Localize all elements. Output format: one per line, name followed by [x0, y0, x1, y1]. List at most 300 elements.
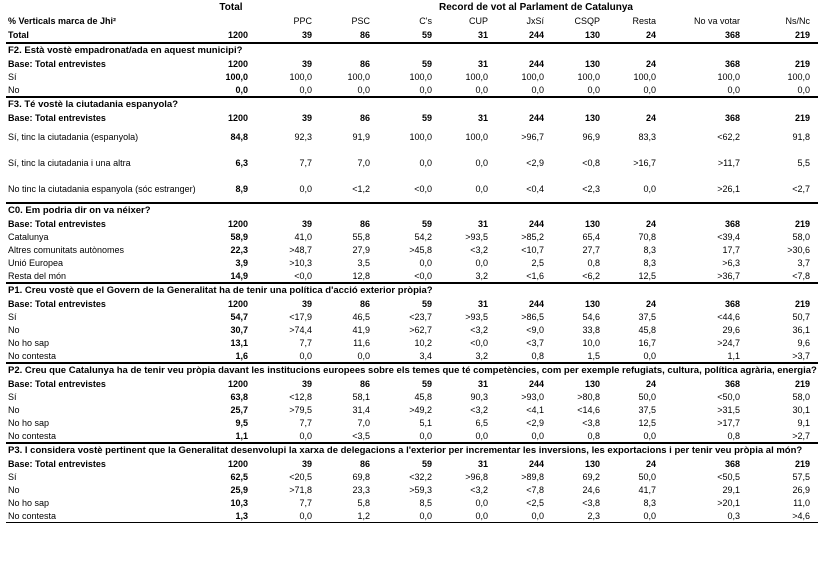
base-cell: 59 [421, 218, 432, 229]
value-cell: 41,9 [352, 324, 370, 335]
total-cell: 244 [528, 30, 544, 40]
row-label: No [8, 84, 20, 95]
table-row [6, 269, 818, 283]
value-cell: <20,5 [289, 471, 312, 482]
value-cell: 0,0 [475, 497, 488, 508]
value-cell: 0,0 [299, 430, 312, 441]
base-cell: 39 [301, 58, 312, 69]
value-cell: 1,2 [357, 510, 370, 521]
value-cell: 54,6 [582, 311, 600, 322]
row-label: Unió Europea [8, 257, 64, 268]
value-cell: 22,3 [230, 244, 248, 255]
base-cell: 59 [421, 458, 432, 469]
col-header: No va votar [693, 16, 740, 26]
col-header: Resta [632, 16, 656, 26]
value-cell: 96,9 [582, 132, 600, 142]
base-label: Base: Total entrevistes [8, 458, 106, 469]
table-row [6, 256, 818, 269]
value-cell: >59,3 [409, 484, 432, 495]
value-cell: 100,0 [465, 132, 488, 142]
base-cell: 59 [421, 112, 432, 123]
base-cell: 368 [724, 298, 740, 309]
row-label-header: % Verticals marca de Jhi² [8, 16, 117, 26]
value-cell: <0,0 [414, 270, 432, 281]
base-cell: 368 [724, 112, 740, 123]
total-column-title: Total [219, 1, 243, 13]
base-cell: 1200 [227, 112, 248, 123]
value-cell: >36,7 [717, 270, 740, 281]
value-cell: 10,3 [230, 497, 248, 508]
value-cell: 0,0 [299, 510, 312, 521]
crosstab-table [6, 0, 818, 523]
row-label: No contesta [8, 350, 57, 361]
value-cell: 17,7 [722, 244, 740, 255]
question-title: C0. Em podria dir on va néixer? [6, 203, 818, 217]
value-cell: 0,8 [727, 430, 740, 441]
base-cell: 219 [794, 298, 810, 309]
total-cell: 219 [794, 30, 810, 40]
value-cell: 69,8 [352, 471, 370, 482]
value-cell: 1,1 [235, 430, 248, 441]
base-cell: 219 [794, 58, 810, 69]
value-cell: 0,0 [643, 430, 656, 441]
value-cell: 6,5 [475, 417, 488, 428]
value-cell: 0,0 [299, 350, 312, 361]
value-cell: <0,0 [470, 337, 488, 348]
value-cell: 0,0 [797, 84, 810, 95]
value-cell: 58,0 [792, 231, 810, 242]
value-cell: <3,7 [526, 337, 544, 348]
base-cell: 244 [528, 112, 544, 123]
row-label: No [8, 484, 20, 495]
total-cell: 31 [477, 30, 488, 40]
question-sections [6, 43, 818, 523]
question-title: P2. Creu que Catalunya ha de tenir veu pròpia davant les institucions europees sobre els temes que té competències, com per exemple refugiats, cultura, política agrària, energia? [8, 365, 817, 376]
row-label: No tinc la ciutadania espanyola (sóc estranger) [8, 184, 196, 194]
value-cell: 57,5 [792, 471, 810, 482]
value-cell: 25,9 [230, 484, 248, 495]
total-cell: 1200 [227, 30, 248, 40]
value-cell: 12,5 [638, 270, 656, 281]
value-cell: 6,3 [235, 158, 248, 168]
base-row [6, 297, 818, 310]
base-cell: 24 [645, 458, 656, 469]
row-label: No ho sap [8, 497, 50, 508]
base-cell: 130 [584, 458, 600, 469]
base-row [6, 57, 818, 70]
value-cell: 1,3 [235, 510, 248, 521]
table-row [6, 336, 818, 349]
row-label: Altres comunitats autònomes [8, 244, 125, 255]
value-cell: 5,8 [357, 497, 370, 508]
table-row [6, 176, 818, 203]
value-cell: 100,0 [577, 71, 600, 82]
value-cell: 1,5 [587, 350, 600, 361]
value-cell: 3,2 [475, 350, 488, 361]
value-cell: 84,8 [230, 132, 248, 142]
base-cell: 86 [359, 58, 370, 69]
table-row [6, 416, 818, 429]
base-cell: 39 [301, 458, 312, 469]
base-cell: 219 [794, 112, 810, 123]
row-label: No [8, 404, 20, 415]
value-cell: 45,8 [638, 324, 656, 335]
base-cell: 244 [528, 218, 544, 229]
value-cell: >85,2 [521, 231, 544, 242]
col-header: C's [419, 16, 432, 26]
value-cell: <12,8 [289, 391, 312, 402]
value-cell: <0,0 [294, 270, 312, 281]
table-row [6, 323, 818, 336]
value-cell: 58,0 [792, 391, 810, 402]
value-cell: 1,1 [727, 350, 740, 361]
col-header: JxSí [526, 16, 544, 26]
value-cell: 100,0 [465, 71, 488, 82]
value-cell: 41,0 [294, 231, 312, 242]
base-label: Base: Total entrevistes [8, 378, 106, 389]
total-row-label: Total [8, 30, 29, 40]
col-header: CSQP [574, 16, 600, 26]
base-cell: 244 [528, 58, 544, 69]
value-cell: 41,7 [638, 484, 656, 495]
value-cell: <39,4 [717, 231, 740, 242]
value-cell: 37,5 [638, 311, 656, 322]
value-cell: 0,0 [475, 184, 488, 194]
base-cell: 219 [794, 218, 810, 229]
value-cell: >96,7 [521, 132, 544, 142]
value-cell: 54,7 [230, 311, 248, 322]
value-cell: >31,5 [717, 404, 740, 415]
table-row [6, 83, 818, 97]
row-label: Sí, tinc la ciutadania i una altra [8, 158, 131, 168]
value-cell: 63,8 [230, 391, 248, 402]
value-cell: 91,9 [352, 132, 370, 142]
value-cell: 2,3 [587, 510, 600, 521]
value-cell: >62,7 [409, 324, 432, 335]
value-cell: 0,0 [587, 84, 600, 95]
base-cell: 219 [794, 378, 810, 389]
value-cell: >93,0 [521, 391, 544, 402]
value-cell: 37,5 [638, 404, 656, 415]
value-cell: >93,5 [465, 231, 488, 242]
value-cell: 10,0 [582, 337, 600, 348]
total-cell: 24 [645, 30, 656, 40]
base-cell: 86 [359, 458, 370, 469]
value-cell: 9,5 [235, 417, 248, 428]
value-cell: <2,3 [582, 184, 600, 194]
base-cell: 39 [301, 218, 312, 229]
header-top-row [6, 0, 818, 14]
value-cell: 0,0 [643, 510, 656, 521]
base-cell: 59 [421, 378, 432, 389]
row-label: No contesta [8, 430, 57, 441]
value-cell: >45,8 [409, 244, 432, 255]
row-label: Sí [8, 391, 17, 402]
value-cell: 0,0 [419, 430, 432, 441]
value-cell: 0,3 [727, 510, 740, 521]
value-cell: 0,0 [419, 158, 432, 168]
value-cell: <17,9 [289, 311, 312, 322]
value-cell: >96,8 [465, 471, 488, 482]
value-cell: 58,1 [352, 391, 370, 402]
record-vote-title: Record de vot al Parlament de Catalunya [439, 1, 633, 13]
value-cell: >4,6 [792, 510, 810, 521]
value-cell: 54,2 [414, 231, 432, 242]
base-cell: 86 [359, 112, 370, 123]
value-cell: 100,0 [409, 132, 432, 142]
value-cell: 24,6 [582, 484, 600, 495]
value-cell: 92,3 [294, 132, 312, 142]
value-cell: 1,6 [235, 350, 248, 361]
row-label: No ho sap [8, 417, 50, 428]
base-cell: 39 [301, 112, 312, 123]
value-cell: >48,7 [289, 244, 312, 255]
value-cell: <32,2 [409, 471, 432, 482]
value-cell: 0,0 [643, 350, 656, 361]
base-cell: 244 [528, 458, 544, 469]
col-header: Ns/Nc [785, 16, 810, 26]
value-cell: <1,6 [526, 270, 544, 281]
value-cell: <2,5 [526, 497, 544, 508]
table-row [6, 429, 818, 443]
value-cell: >86,5 [521, 311, 544, 322]
table-row [6, 124, 818, 150]
row-label: Sí [8, 311, 17, 322]
value-cell: >10,3 [289, 257, 312, 268]
value-cell: <1,2 [352, 184, 370, 194]
value-cell: 2,5 [531, 257, 544, 268]
value-cell: 7,7 [299, 497, 312, 508]
base-cell: 130 [584, 298, 600, 309]
value-cell: <2,9 [526, 158, 544, 168]
value-cell: 100,0 [289, 71, 312, 82]
value-cell: 27,7 [582, 244, 600, 255]
value-cell: >24,7 [717, 337, 740, 348]
question-title: P3. I considera vostè pertinent que la Generalitat desenvolupi la xarxa de delegacions a l'exterior per incrementar les inversions, les exportacions i per tenir veu pròpia al món? [6, 443, 818, 457]
value-cell: 0,0 [475, 158, 488, 168]
value-cell: <3,2 [470, 244, 488, 255]
value-cell: <3,2 [470, 484, 488, 495]
value-cell: 0,0 [357, 350, 370, 361]
value-cell: <3,5 [352, 430, 370, 441]
row-label: Sí [8, 71, 17, 82]
value-cell: 100,0 [521, 71, 544, 82]
value-cell: 0,0 [475, 430, 488, 441]
value-cell: 0,0 [643, 184, 656, 194]
base-cell: 39 [301, 298, 312, 309]
value-cell: 7,7 [299, 417, 312, 428]
base-cell: 24 [645, 112, 656, 123]
value-cell: 9,1 [797, 417, 810, 428]
value-cell: <50,0 [717, 391, 740, 402]
base-cell: 1200 [227, 298, 248, 309]
base-cell: 86 [359, 378, 370, 389]
base-cell: 368 [724, 458, 740, 469]
value-cell: 30,7 [230, 324, 248, 335]
base-cell: 24 [645, 298, 656, 309]
value-cell: 0,0 [357, 84, 370, 95]
base-row [6, 111, 818, 124]
base-cell: 24 [645, 378, 656, 389]
value-cell: 62,5 [230, 471, 248, 482]
base-cell: 31 [477, 378, 488, 389]
base-cell: 244 [528, 378, 544, 389]
value-cell: 0,0 [299, 84, 312, 95]
value-cell: 29,6 [722, 324, 740, 335]
total-cell: 39 [301, 30, 312, 40]
value-cell: <23,7 [409, 311, 432, 322]
value-cell: 3,2 [475, 270, 488, 281]
value-cell: 58,9 [230, 231, 248, 242]
value-cell: <50,5 [717, 471, 740, 482]
value-cell: <3,8 [582, 417, 600, 428]
base-cell: 130 [584, 378, 600, 389]
value-cell: >79,5 [289, 404, 312, 415]
value-cell: 0,8 [587, 257, 600, 268]
value-cell: >49,2 [409, 404, 432, 415]
value-cell: >6,3 [722, 257, 740, 268]
value-cell: <2,9 [526, 417, 544, 428]
value-cell: 91,8 [792, 132, 810, 142]
value-cell: 3,9 [235, 257, 248, 268]
table-row [6, 349, 818, 363]
table-row [6, 310, 818, 323]
value-cell: 12,5 [638, 417, 656, 428]
base-cell: 31 [477, 112, 488, 123]
value-cell: 11,0 [793, 497, 810, 508]
value-cell: 12,8 [352, 270, 370, 281]
value-cell: >17,7 [717, 417, 740, 428]
base-row [6, 377, 818, 390]
value-cell: 50,0 [638, 471, 656, 482]
total-cell: 86 [359, 30, 370, 40]
value-cell: 100,0 [347, 71, 370, 82]
base-cell: 1200 [227, 58, 248, 69]
base-cell: 31 [477, 218, 488, 229]
value-cell: >30,6 [787, 244, 810, 255]
base-cell: 368 [724, 378, 740, 389]
total-cell: 59 [421, 30, 432, 40]
value-cell: 0,0 [531, 84, 544, 95]
value-cell: 46,5 [352, 311, 370, 322]
question-title: P1. Creu vostè que el Govern de la Generalitat ha de tenir una política d'acció exterior pròpia? [6, 283, 818, 297]
value-cell: 23,3 [352, 484, 370, 495]
row-label: Sí, tinc la ciutadania (espanyola) [8, 132, 139, 142]
value-cell: 8,3 [643, 244, 656, 255]
value-cell: 0,0 [531, 430, 544, 441]
value-cell: 50,0 [638, 391, 656, 402]
row-label: No ho sap [8, 337, 50, 348]
value-cell: 8,3 [643, 257, 656, 268]
value-cell: <4,1 [526, 404, 544, 415]
value-cell: 8,9 [235, 184, 248, 194]
base-cell: 59 [421, 298, 432, 309]
value-cell: 50,7 [792, 311, 810, 322]
value-cell: 70,8 [638, 231, 656, 242]
value-cell: 3,4 [419, 350, 432, 361]
base-label: Base: Total entrevistes [8, 58, 106, 69]
base-row [6, 217, 818, 230]
value-cell: <2,7 [792, 184, 810, 194]
value-cell: 13,1 [230, 337, 248, 348]
value-cell: 65,4 [582, 231, 600, 242]
value-cell: 7,7 [299, 337, 312, 348]
value-cell: 100,0 [787, 71, 810, 82]
base-cell: 1200 [227, 458, 248, 469]
table-row [6, 150, 818, 176]
value-cell: >16,7 [633, 158, 656, 168]
value-cell: 10,2 [414, 337, 432, 348]
base-cell: 59 [421, 58, 432, 69]
base-cell: 244 [528, 298, 544, 309]
value-cell: >71,8 [289, 484, 312, 495]
value-cell: 5,5 [797, 158, 810, 168]
base-cell: 86 [359, 218, 370, 229]
row-label: Resta del món [8, 270, 67, 281]
table-row [6, 509, 818, 523]
value-cell: >89,8 [521, 471, 544, 482]
base-cell: 31 [477, 458, 488, 469]
value-cell: >74,4 [289, 324, 312, 335]
base-cell: 1200 [227, 218, 248, 229]
value-cell: <3,2 [470, 324, 488, 335]
value-cell: 0,0 [643, 84, 656, 95]
value-cell: 16,7 [638, 337, 656, 348]
header-columns-row [6, 14, 818, 28]
value-cell: 83,3 [638, 132, 656, 142]
value-cell: 0,0 [531, 510, 544, 521]
value-cell: 7,7 [299, 158, 312, 168]
value-cell: >80,8 [577, 391, 600, 402]
value-cell: <3,8 [582, 497, 600, 508]
base-cell: 39 [301, 378, 312, 389]
row-label: No [8, 324, 20, 335]
value-cell: 31,4 [352, 404, 370, 415]
value-cell: 55,8 [352, 231, 370, 242]
value-cell: 69,2 [582, 471, 600, 482]
total-cell: 130 [584, 30, 600, 40]
col-header: PSC [351, 16, 370, 26]
value-cell: 26,9 [792, 484, 810, 495]
value-cell: 0,0 [235, 84, 248, 95]
table-row [6, 470, 818, 483]
value-cell: 33,8 [582, 324, 600, 335]
table-row [6, 230, 818, 243]
value-cell: <3,2 [470, 404, 488, 415]
value-cell: 30,1 [792, 404, 810, 415]
value-cell: 0,0 [475, 510, 488, 521]
value-cell: 0,0 [475, 84, 488, 95]
value-cell: 7,0 [357, 158, 370, 168]
value-cell: 5,1 [419, 417, 432, 428]
value-cell: 14,9 [230, 270, 248, 281]
value-cell: 11,6 [353, 337, 370, 348]
value-cell: <6,2 [582, 270, 600, 281]
value-cell: <62,2 [717, 132, 740, 142]
base-cell: 130 [584, 218, 600, 229]
base-cell: 130 [584, 112, 600, 123]
value-cell: >3,7 [792, 350, 810, 361]
base-label: Base: Total entrevistes [8, 298, 106, 309]
col-header: PPC [293, 16, 312, 26]
value-cell: >20,1 [717, 497, 740, 508]
value-cell: 100,0 [717, 71, 740, 82]
value-cell: <44,6 [717, 311, 740, 322]
value-cell: 8,3 [643, 497, 656, 508]
base-label: Base: Total entrevistes [8, 218, 106, 229]
value-cell: <9,0 [526, 324, 544, 335]
value-cell: <0,0 [414, 184, 432, 194]
